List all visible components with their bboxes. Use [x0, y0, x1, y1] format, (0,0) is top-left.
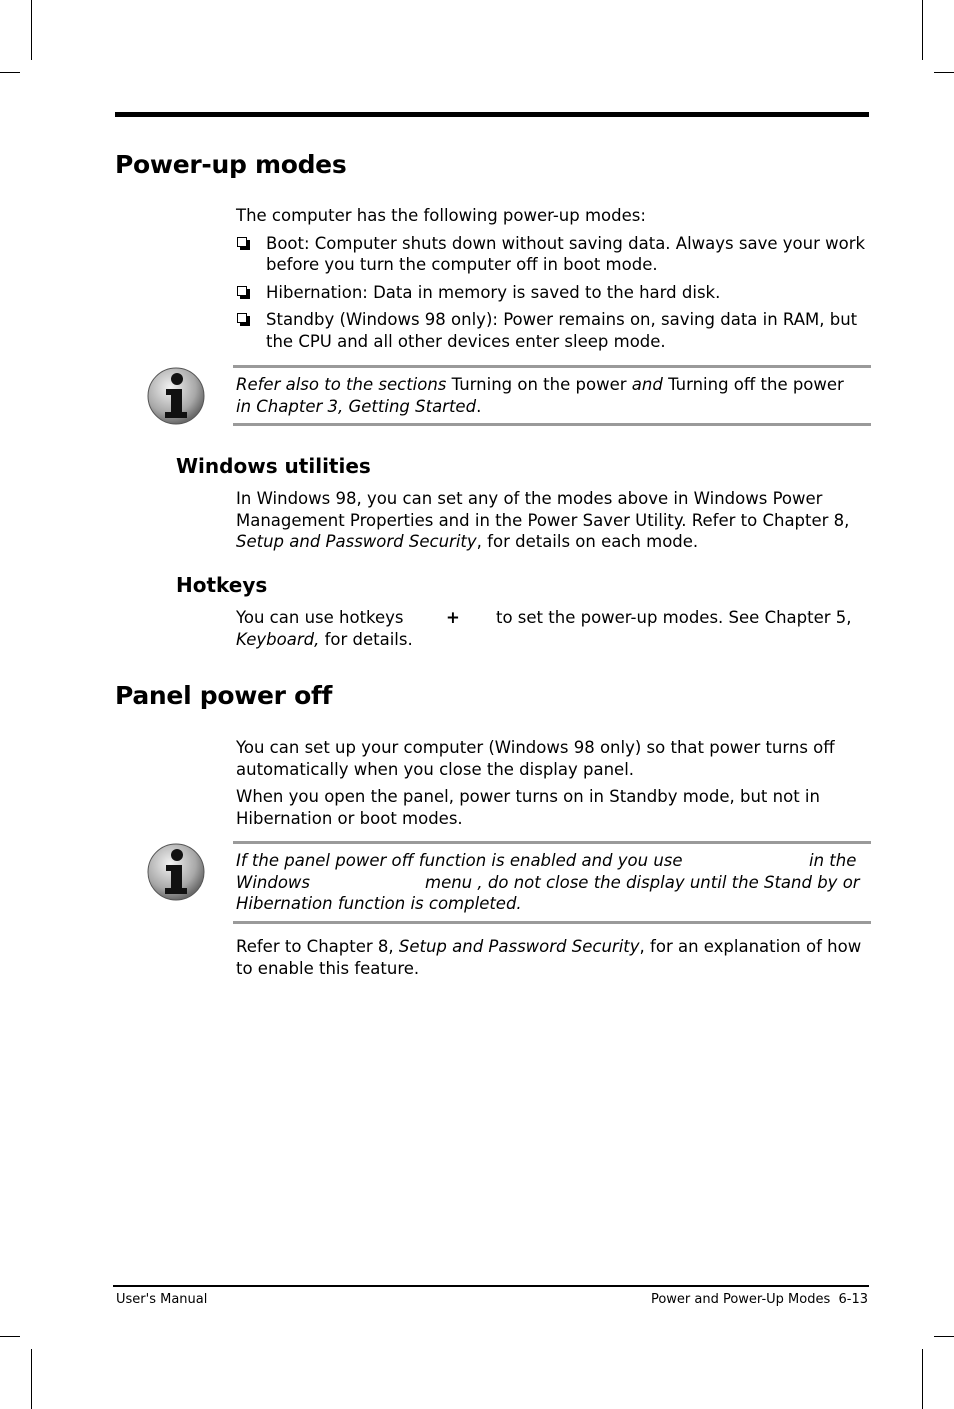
crop-mark: [934, 72, 954, 73]
list-item: Boot: Computer shuts down without saving data. Always save your work before you turn the computer off in boot mode.: [236, 233, 870, 276]
subsection-title-hotkeys: Hotkeys: [176, 573, 268, 597]
top-rule: [115, 112, 869, 117]
power-up-modes-body: [236, 205, 870, 358]
checkbox-bullet-icon: [237, 286, 247, 296]
subsection-title-windows-utilities: Windows utilities: [176, 454, 371, 478]
list-item: Hibernation: Data in memory is saved to the hard disk.: [236, 282, 870, 304]
footer-manual-title: User's Manual: [116, 1292, 208, 1307]
crop-mark: [922, 0, 923, 60]
checkbox-bullet-icon: [237, 313, 247, 323]
crop-mark: [0, 1336, 20, 1337]
windows-utilities-body: In Windows 98, you can set any of the modes above in Windows Power Management Properties and in the Power Saver Utility. Refer to Chapter 8, Setup and Password Security, for details on each mode.: [236, 489, 850, 551]
power-up-mode-list: [236, 233, 870, 353]
crop-mark: [922, 1349, 923, 1409]
footer-rule: [113, 1285, 869, 1287]
section-title-power-up-modes: Power-up modes: [115, 150, 347, 179]
refer-chapter-8-text: Refer to Chapter 8, Setup and Password Security, for an explanation of how to enable this feature.: [236, 937, 862, 978]
crop-mark: [0, 72, 20, 73]
note-box-refer-sections: Refer also to the sections Turning on the power and Turning off the power in Chapter 3, Getting Started.: [233, 365, 871, 426]
panel-power-off-body: You can set up your computer (Windows 98 only) so that power turns off automatically when you close the display panel. When you open the panel, power turns on in Standby mode, but not in Hibernation or boot modes.: [236, 738, 835, 828]
note-box-panel-power-off: If the panel power off function is enabled and you use in the Windows menu , do not close the display until the Stand by or Hibernation function is completed.: [233, 841, 871, 924]
list-item: Standby (Windows 98 only): Power remains on, saving data in RAM, but the CPU and all other devices enter sleep mode.: [236, 309, 870, 352]
crop-mark: [31, 1349, 32, 1409]
info-icon: [146, 842, 206, 902]
crop-mark: [934, 1336, 954, 1337]
checkbox-bullet-icon: [237, 237, 247, 247]
section-title-panel-power-off: Panel power off: [115, 681, 333, 710]
hotkeys-body: You can use hotkeys + to set the power-up modes. See Chapter 5, Keyboard, for details.: [236, 608, 852, 649]
footer-page-info: Power and Power-Up Modes 6-13: [650, 1292, 868, 1307]
info-icon: [146, 366, 206, 426]
intro-text: The computer has the following power-up modes:: [236, 206, 646, 225]
crop-mark: [31, 0, 32, 60]
